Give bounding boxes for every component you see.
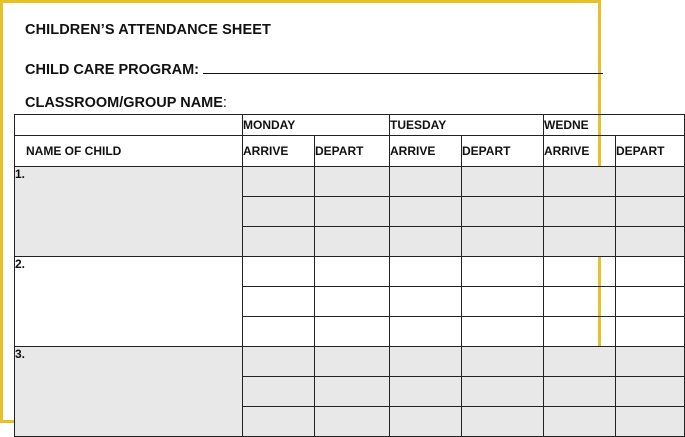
time-cell[interactable] bbox=[390, 257, 462, 287]
time-cell[interactable] bbox=[390, 317, 462, 347]
program-label: CHILD CARE PROGRAM: bbox=[25, 62, 199, 78]
time-cell[interactable] bbox=[315, 167, 390, 197]
table-row bbox=[15, 167, 685, 197]
time-cell[interactable] bbox=[315, 197, 390, 227]
empty-corner-cell bbox=[15, 115, 243, 136]
time-cell[interactable] bbox=[243, 287, 315, 317]
time-cell[interactable] bbox=[616, 317, 685, 347]
time-cell[interactable] bbox=[315, 317, 390, 347]
time-cell[interactable] bbox=[390, 287, 462, 317]
time-cell[interactable] bbox=[616, 347, 685, 377]
time-cell[interactable] bbox=[544, 317, 616, 347]
time-cell[interactable] bbox=[616, 197, 685, 227]
time-cell[interactable] bbox=[462, 377, 544, 407]
time-cell[interactable] bbox=[315, 287, 390, 317]
time-cell[interactable] bbox=[390, 227, 462, 257]
time-cell[interactable] bbox=[616, 407, 685, 437]
day-header-wednesday: WEDNE bbox=[544, 115, 685, 136]
time-cell[interactable] bbox=[243, 407, 315, 437]
sheet-title: CHILDREN’S ATTENDANCE SHEET bbox=[25, 22, 271, 38]
time-cell[interactable] bbox=[390, 347, 462, 377]
time-cell[interactable] bbox=[462, 287, 544, 317]
monday-depart-header: DEPART bbox=[315, 136, 390, 167]
time-cell[interactable] bbox=[390, 377, 462, 407]
time-cell[interactable] bbox=[544, 377, 616, 407]
time-cell[interactable] bbox=[315, 227, 390, 257]
time-cell[interactable] bbox=[616, 287, 685, 317]
day-header-row bbox=[15, 115, 685, 136]
time-cell[interactable] bbox=[616, 167, 685, 197]
sub-header-row bbox=[15, 136, 685, 167]
wednesday-arrive-header: ARRIVE bbox=[544, 136, 616, 167]
time-cell[interactable] bbox=[243, 197, 315, 227]
time-cell[interactable] bbox=[390, 197, 462, 227]
time-cell[interactable] bbox=[390, 167, 462, 197]
classroom-label: CLASSROOM/GROUP NAME bbox=[25, 95, 223, 111]
classroom-colon: : bbox=[222, 95, 227, 111]
time-cell[interactable] bbox=[243, 317, 315, 347]
time-cell[interactable] bbox=[315, 407, 390, 437]
time-cell[interactable] bbox=[462, 197, 544, 227]
time-cell[interactable] bbox=[315, 347, 390, 377]
table-row bbox=[15, 257, 685, 287]
program-blank-line[interactable] bbox=[203, 59, 603, 74]
classroom-field bbox=[25, 95, 227, 111]
monday-arrive-header: ARRIVE bbox=[243, 136, 315, 167]
time-cell[interactable] bbox=[462, 227, 544, 257]
time-cell[interactable] bbox=[462, 317, 544, 347]
child-name-cell[interactable]: 3. bbox=[15, 347, 243, 437]
child-name-cell[interactable]: 2. bbox=[15, 257, 243, 347]
time-cell[interactable] bbox=[390, 407, 462, 437]
time-cell[interactable] bbox=[544, 407, 616, 437]
time-cell[interactable] bbox=[616, 257, 685, 287]
time-cell[interactable] bbox=[315, 377, 390, 407]
table-row bbox=[15, 347, 685, 377]
time-cell[interactable] bbox=[243, 377, 315, 407]
time-cell[interactable] bbox=[616, 377, 685, 407]
attendance-table bbox=[14, 114, 685, 437]
wednesday-depart-header: DEPART bbox=[616, 136, 685, 167]
time-cell[interactable] bbox=[243, 227, 315, 257]
time-cell[interactable] bbox=[462, 167, 544, 197]
time-cell[interactable] bbox=[544, 197, 616, 227]
time-cell[interactable] bbox=[243, 257, 315, 287]
tuesday-arrive-header: ARRIVE bbox=[390, 136, 462, 167]
time-cell[interactable] bbox=[243, 167, 315, 197]
time-cell[interactable] bbox=[544, 167, 616, 197]
day-header-monday: MONDAY bbox=[243, 115, 390, 136]
time-cell[interactable] bbox=[462, 407, 544, 437]
time-cell[interactable] bbox=[243, 347, 315, 377]
program-field bbox=[25, 59, 603, 78]
time-cell[interactable] bbox=[462, 257, 544, 287]
day-header-tuesday: TUESDAY bbox=[390, 115, 544, 136]
time-cell[interactable] bbox=[315, 257, 390, 287]
name-of-child-header: NAME OF CHILD bbox=[15, 136, 243, 167]
time-cell[interactable] bbox=[544, 227, 616, 257]
time-cell[interactable] bbox=[544, 257, 616, 287]
time-cell[interactable] bbox=[544, 347, 616, 377]
time-cell[interactable] bbox=[616, 227, 685, 257]
tuesday-depart-header: DEPART bbox=[462, 136, 544, 167]
time-cell[interactable] bbox=[462, 347, 544, 377]
child-name-cell[interactable]: 1. bbox=[15, 167, 243, 257]
time-cell[interactable] bbox=[544, 287, 616, 317]
